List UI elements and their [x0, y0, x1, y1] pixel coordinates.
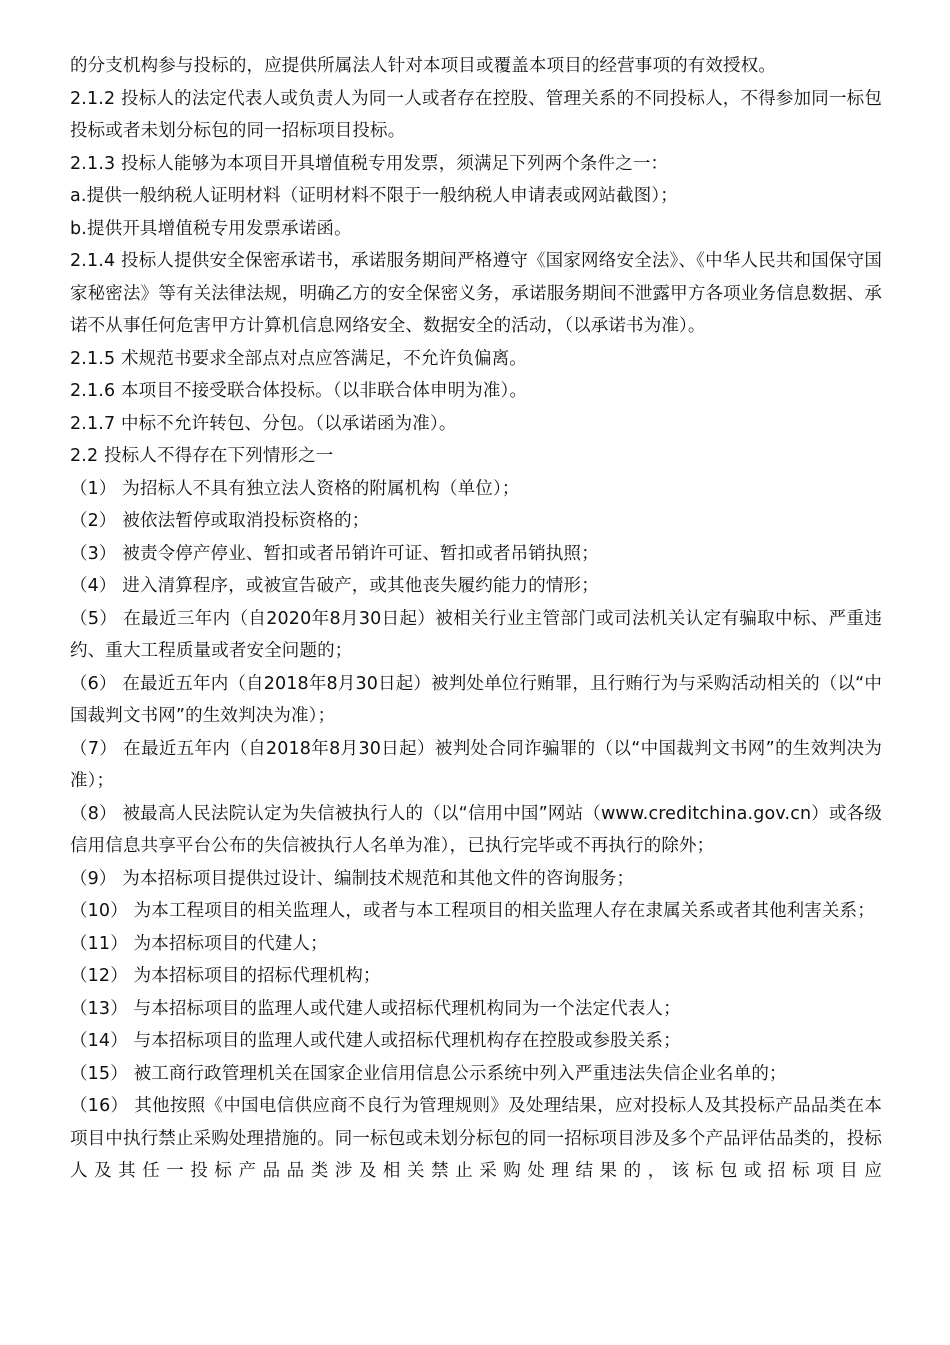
list-item-9: （9） 为本招标项目提供过设计、编制技术规范和其他文件的咨询服务；	[70, 868, 635, 889]
list-item-11: （11） 为本招标项目的代建人；	[70, 933, 328, 954]
list-item-6: （6） 在最近五年内（自2018年8月30日起）被判处单位行贿罪，且行贿行为与采购活动相关的（以“中国裁判文书网”的生效判决为准）；	[70, 673, 882, 726]
paragraph-2-1-3: 2.1.3 投标人能够为本项目开具增值税专用发票，须满足下列两个条件之一：	[70, 153, 669, 174]
list-item-12: （12） 为本招标项目的招标代理机构；	[70, 966, 381, 986]
list-item-7: （7） 在最近五年内（自2018年8月30日起）被判处合同诈骗罪的（以“中国裁判文书网”的生效判决为准）；	[70, 738, 882, 791]
paragraph-2-1-7: 2.1.7 中标不允许转包、分包。（以承诺函为准）。	[70, 413, 457, 434]
paragraph-2-1-5: 2.1.5 术规范书要求全部点对点应答满足，不允许负偏离。	[70, 348, 527, 369]
list-item-8: （8） 被最高人民法院认定为失信被执行人的（以“信用中国”网站（www.creditchina.gov.cn）或各级信用信息共享平台公布的失信被执行人名单为准），已执行完毕或不再执行的除外；	[70, 803, 882, 856]
document-page	[70, 50, 882, 1188]
list-item-16: （16） 其他按照《中国电信供应商不良行为管理规则》及处理结果，应对投标人及其投标产品品类在本项目中执行禁止采购处理措施的。同一标包或未划分标包的同一招标项目涉及多个产品评估品类的，投标人及其任一投标产品品类涉及相关禁止采购处理结果的，该标包或招标项目应	[70, 1096, 882, 1181]
list-item-10: （10） 为本工程项目的相关监理人，或者与本工程项目的相关监理人存在隶属关系或者其他利害关系；	[70, 901, 875, 921]
paragraph-2-1-6: 2.1.6 本项目不接受联合体投标。（以非联合体申明为准）。	[70, 381, 528, 401]
list-item-13: （13） 与本招标项目的监理人或代建人或招标代理机构同为一个法定代表人；	[70, 998, 681, 1019]
paragraph-condition-b: b.提供开具增值税专用发票承诺函。	[70, 218, 352, 239]
paragraph-2-1-2: 2.1.2 投标人的法定代表人或负责人为同一人或者存在控股、管理关系的不同投标人，不得参加同一标包投标或者未划分标包的同一招标项目投标。	[70, 88, 882, 141]
paragraph-2-1-4: 2.1.4 投标人提供安全保密承诺书，承诺服务期间严格遵守《国家网络安全法》、《中华人民共和国保守国家秘密法》等有关法律法规，明确乙方的安全保密义务，承诺服务期间不泄露甲方各项业务信息数据、承诺不从事任何危害甲方计算机信息网络安全、数据安全的活动，（以承诺书为准）。	[70, 251, 882, 336]
paragraph-condition-a: a.提供一般纳税人证明材料（证明材料不限于一般纳税人申请表或网站截图）；	[70, 186, 678, 206]
list-item-1: （1） 为招标人不具有独立法人资格的附属机构（单位）；	[70, 478, 520, 499]
list-item-3: （3） 被责令停产停业、暂扣或者吊销许可证、暂扣或者吊销执照；	[70, 543, 599, 564]
paragraph-2-2-heading: 2.2 投标人不得存在下列情形之一	[70, 446, 334, 466]
list-item-4: （4） 进入清算程序，或被宣告破产，或其他丧失履约能力的情形；	[70, 576, 599, 596]
paragraph-branch-authorization: 的分支机构参与投标的，应提供所属法人针对本项目或覆盖本项目的经营事项的有效授权。	[70, 56, 776, 76]
list-item-2: （2） 被依法暂停或取消投标资格的；	[70, 511, 370, 531]
list-item-14: （14） 与本招标项目的监理人或代建人或招标代理机构存在控股或参股关系；	[70, 1031, 681, 1051]
list-item-15: （15） 被工商行政管理机关在国家企业信用信息公示系统中列入严重违法失信企业名单的；	[70, 1063, 787, 1084]
list-item-5: （5） 在最近三年内（自2020年8月30日起）被相关行业主管部门或司法机关认定有骗取中标、严重违约、重大工程质量或者安全问题的；	[70, 608, 882, 661]
